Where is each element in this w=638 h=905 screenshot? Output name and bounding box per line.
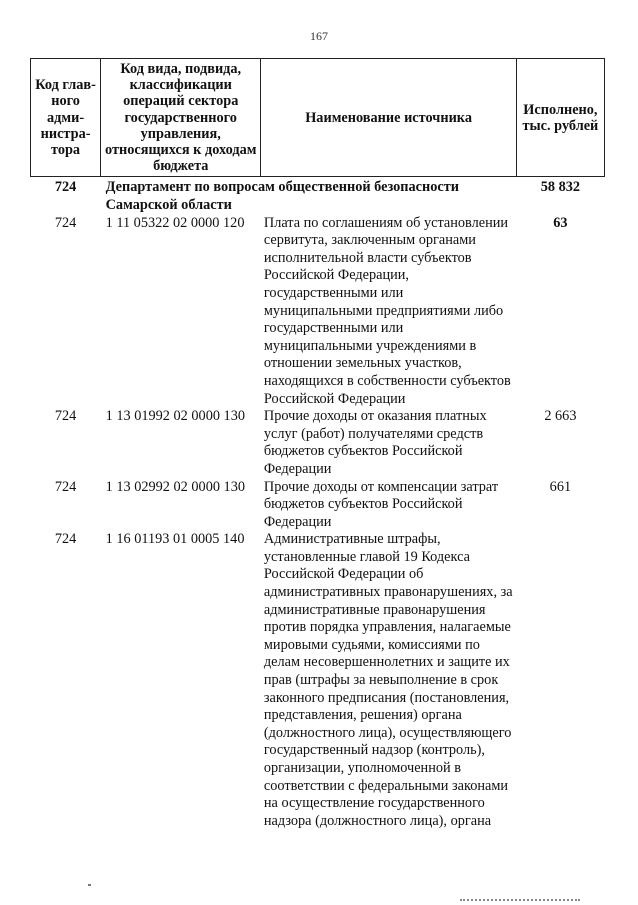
table-row <box>31 479 605 532</box>
row-admin-code: 724 <box>54 408 77 425</box>
scan-artifact-top <box>395 0 425 6</box>
row-classification-code: 1 13 02992 02 0000 130 <box>105 478 246 495</box>
department-row <box>31 177 605 215</box>
header-admin-code: Код глав-ного адми-нистра-тора <box>31 59 101 177</box>
row-amount: 63 <box>553 214 568 231</box>
row-admin-code: 724 <box>54 478 77 495</box>
scan-artifact-bottom <box>460 893 580 901</box>
row-amount: 661 <box>549 478 572 495</box>
table-row <box>31 215 605 409</box>
row-source-name: Прочие доходы от компенсации затрат бюджетов субъектов Российской Федерации <box>263 478 499 530</box>
row-classification-code: 1 13 01992 02 0000 130 <box>105 408 246 425</box>
row-classification-code: 1 11 05322 02 0000 120 <box>105 214 245 231</box>
department-amount: 58 832 <box>540 179 581 196</box>
scan-artifact-dot <box>88 884 91 886</box>
row-admin-code: 724 <box>54 531 77 548</box>
header-classification-code: Код вида, подвида, классификации операций сектора государственного управления, относящихся к доходам бюджета <box>101 59 261 177</box>
row-classification-code: 1 16 01193 01 0005 140 <box>105 531 245 548</box>
department-name: Департамент по вопросам общественной безопасности Самарской области <box>105 179 460 214</box>
row-amount <box>516 531 604 830</box>
page-number: 167 <box>310 29 328 43</box>
table-row <box>31 408 605 478</box>
row-amount: 2 663 <box>544 408 577 425</box>
table-header-row <box>31 59 605 177</box>
row-source-name: Прочие доходы от оказания платных услуг (работ) получателями средств бюджетов субъектов Российской Федерации <box>263 408 487 477</box>
header-source-name: Наименование источника <box>261 59 516 177</box>
department-code: 724 <box>54 179 77 196</box>
row-source-name: Административные штрафы, установленные главой 19 Кодекса Российской Федерации об административных правонарушениях, за административные правонарушения против порядка управления, налагаемые мировыми судьями, комиссиями по делам несовершеннолетних и защите их прав (штрафы за невыполнение в срок законного предписания (постановления, представления, решения) органа (должностного лица), осуществляющего государственный надзор (контроль), организации, уполномоченной в соответствии с федеральными законами на осуществление государственного надзора (должностного лица), органа <box>263 531 513 829</box>
row-admin-code: 724 <box>54 214 77 231</box>
table-row <box>31 531 605 830</box>
row-source-name: Плата по соглашениям об установлении сервитута, заключенным органами исполнительной власти субъектов Российской Федерации, государственными или муниципальными предприятиями либо государственными или муниципальными учреждениями в отношении земельных участков, находящихся в собственности субъектов Российской Федерации <box>263 214 511 407</box>
revenue-table <box>30 58 605 830</box>
header-amount: Исполнено, тыс. рублей <box>516 59 604 177</box>
